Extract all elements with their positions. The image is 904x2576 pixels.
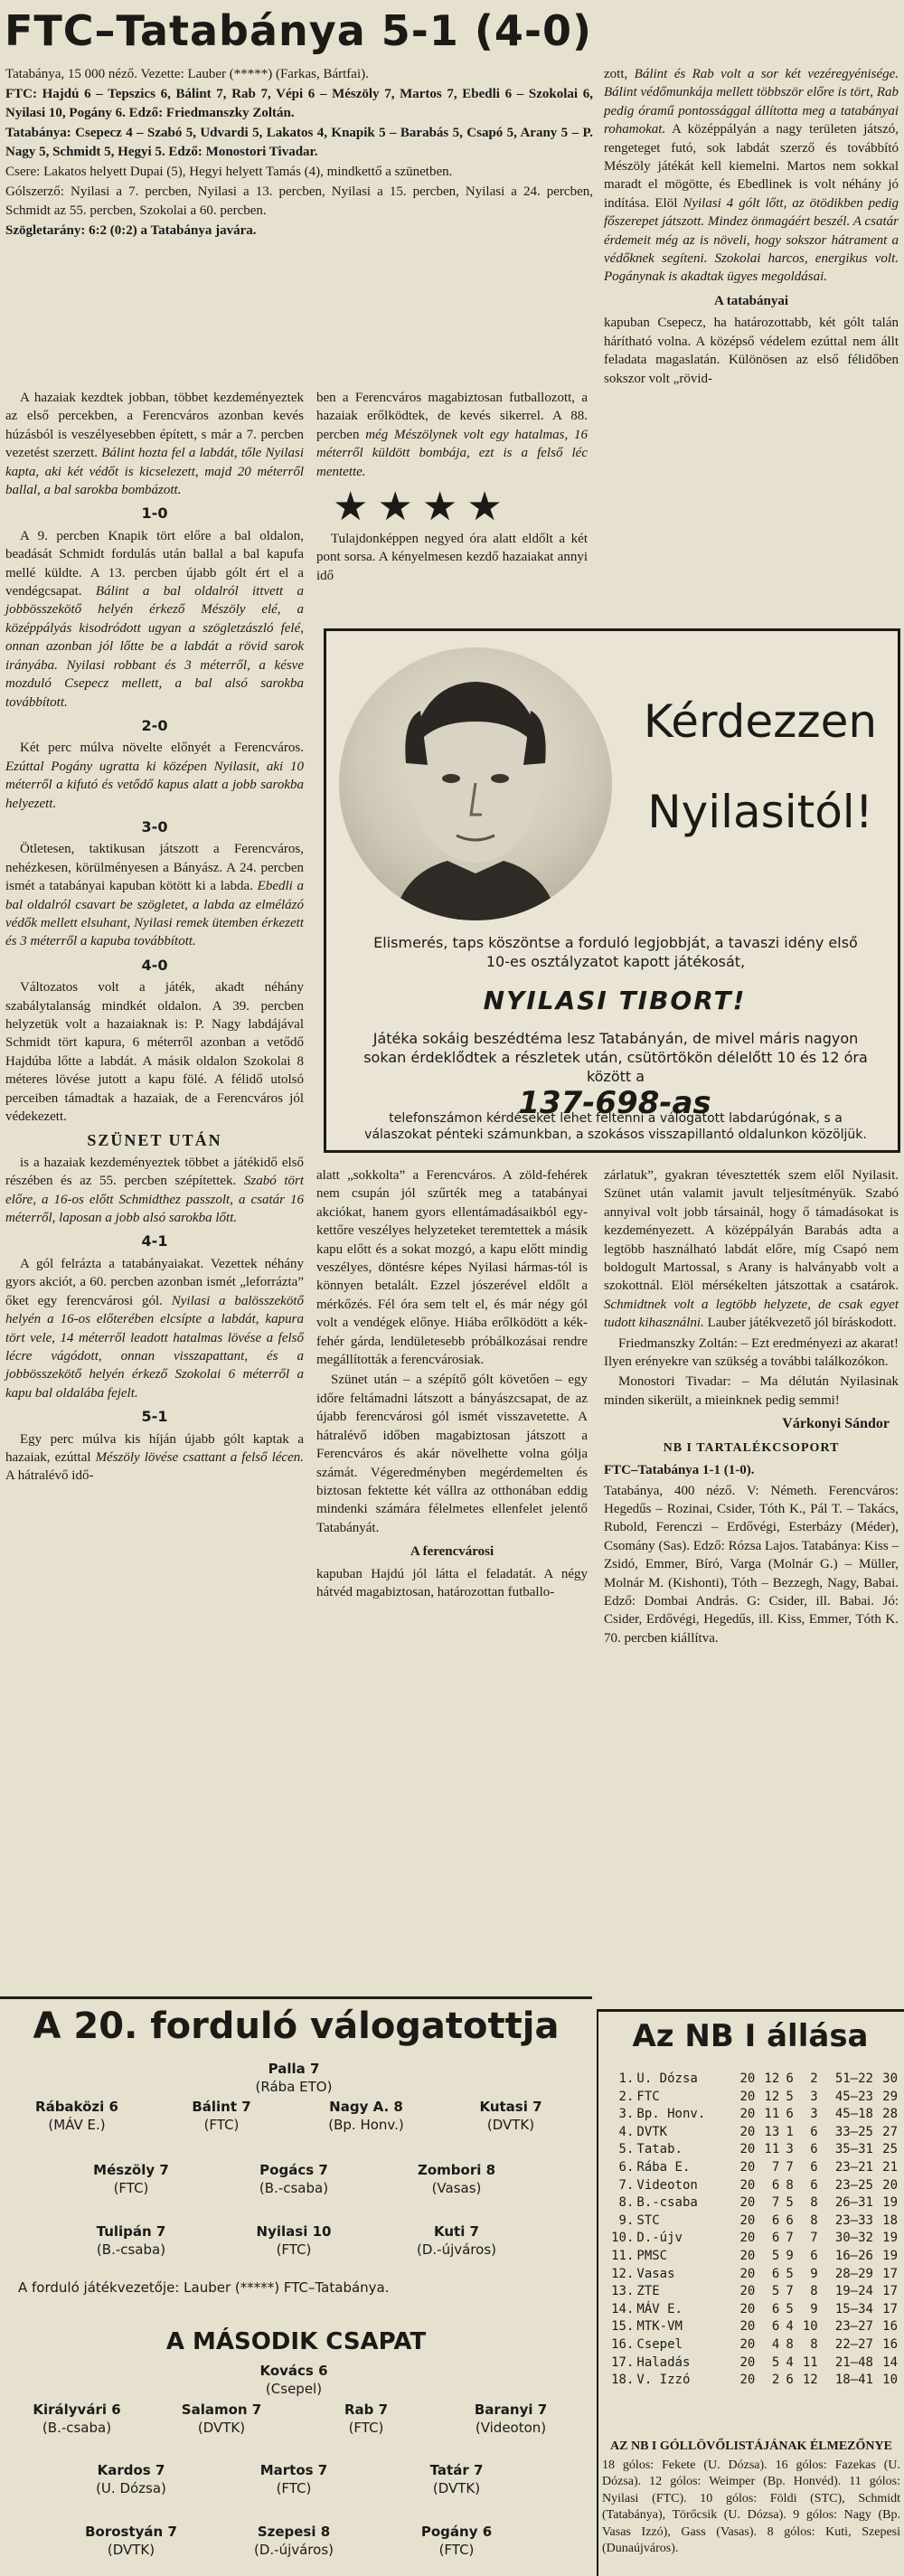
team-name: Rába E.: [636, 2159, 691, 2175]
standings-cell: 1: [786, 2124, 794, 2139]
standings-cell: 28: [882, 2107, 898, 2122]
tatabanya-subhead: A tatabányai: [713, 293, 789, 308]
report-paragraph: A hazaiak kezdtek jobban, többet kezdeményeztek az első percekben, a Ferencváros azonban kevés húzásból is veszélyesebben épített, s már a 7. percben vezetést szerzett. Bálint hozta fel a labdát, tőle Nyilasi kapta, aki két védőt is kicselezett, majd 20 méterről ballal, a bal sarokba bombázott.: [5, 391, 305, 498]
standings-cell: 16.: [611, 2336, 635, 2352]
lineup-ftc: FTC: Hajdú 6 – Tepszics 6, Bálint 7, Rab 7, Vépi 6 – Mészöly 7, Martos 7, Ebedli 6 – Szokolai 6, Nyilasi 10, Pogány 6. Edző: Friedmanszky Zoltán.: [5, 87, 593, 120]
standings-cell: 4.: [618, 2124, 635, 2139]
standings-row: [602, 2213, 900, 2231]
standings-cell: 20: [739, 2284, 756, 2299]
player-goalkeeper: Palla 7 (Rába ETO): [255, 2061, 333, 2095]
standings-cell: 6: [810, 2177, 818, 2193]
standings-cell: 3: [810, 2107, 818, 2122]
running-score: 4-0: [141, 956, 168, 974]
team-name: MÁV E.: [636, 2301, 683, 2317]
standings-row: [602, 2177, 900, 2195]
standings-cell: 20: [739, 2248, 756, 2263]
reserve-league-title: NB I TARTALÉKCSOPORT: [663, 1440, 840, 1455]
player-defender: Baranyi 7 (Videoton): [474, 2401, 548, 2436]
player-midfielder: Pogács 7 (B.-csaba): [259, 2162, 329, 2196]
nyilasi-portrait: [339, 647, 612, 920]
standings-cell: 23–27: [834, 2319, 873, 2335]
standings-cell: 22–27: [834, 2336, 873, 2352]
standings-cell: 29: [882, 2089, 898, 2104]
standings-cell: 35–31: [834, 2142, 873, 2157]
report-paragraph: Tulajdonképpen negyed óra alatt eldőlt a két pont sorsa. A kényelmesen kezdő hazaiakat annyi idő: [316, 532, 588, 583]
standings-cell: 17: [882, 2284, 898, 2299]
standings-cell: 28–29: [834, 2266, 873, 2281]
nyilasi-call-in-box: [324, 628, 900, 1153]
standings-cell: 7.: [618, 2177, 635, 2193]
player-midfielder: Martos 7 (FTC): [259, 2462, 328, 2496]
standings-row: [602, 2372, 900, 2390]
standings-cell: 20: [739, 2354, 756, 2370]
standings-cell: 4: [786, 2319, 794, 2335]
player-forward: Kuti 7 (D.-újváros): [416, 2223, 496, 2258]
player-forward: Borostyán 7 (DVTK): [85, 2524, 177, 2558]
goal-scorers: Gólszerző: Nyilasi a 7. percben, Nyilasi a 13. percben, Nyilasi a 15. percben, Nyilasi a 24. percben, Schmidt az 55. percben, Szokolai a 60. percben.: [5, 184, 593, 218]
standings-cell: 6: [771, 2177, 780, 2193]
standings-cell: 6: [786, 2373, 794, 2388]
standings-row: [602, 2124, 900, 2142]
standings-cell: 45–18: [834, 2107, 873, 2122]
standings-row: [602, 2354, 900, 2373]
ad-text-2: Játéka sokáig beszédtéma lesz Tatabányán, de mivel máris nagyon sokan érdeklődtek a részletek után, csütörtökön délelőtt 10 és 12 óra között a: [363, 1030, 868, 1085]
report-paragraph: kapuban Hajdú jól látta el feladatát. A négy hátvéd magabiztosan, határozottan futballo-: [316, 1566, 588, 1599]
standings-cell: 12: [764, 2089, 780, 2104]
standings-cell: 2.: [618, 2089, 635, 2104]
standings-cell: 6.: [618, 2159, 635, 2175]
standings-cell: 4: [786, 2354, 794, 2370]
standings-cell: 5: [786, 2266, 794, 2281]
reserve-score: FTC–Tatabánya 1-1 (1-0).: [604, 1463, 755, 1478]
standings-cell: 20: [739, 2159, 756, 2175]
standings-cell: 6: [786, 2107, 794, 2122]
standings-cell: 6: [771, 2319, 780, 2335]
player-midfielder: Zombori 8 (Vasas): [417, 2162, 496, 2196]
standings-cell: 10: [802, 2319, 818, 2335]
player-goalkeeper: Kovács 6 (Csepel): [259, 2363, 328, 2397]
player-forward: Pogány 6 (FTC): [420, 2524, 493, 2558]
player-forward: Tulipán 7 (B.-csaba): [96, 2223, 166, 2258]
team-name: Vasas: [636, 2266, 675, 2281]
standings-cell: 26–31: [834, 2195, 873, 2211]
standings-cell: 20: [739, 2124, 756, 2139]
standings-cell: 10: [882, 2373, 898, 2388]
standings-cell: 12.: [611, 2266, 635, 2281]
team-of-round-title: A 20. forduló válogatottja: [33, 2005, 560, 2047]
standings-cell: 20: [882, 2177, 898, 2193]
standings-cell: 45–23: [834, 2089, 873, 2104]
standings-cell: 18: [882, 2213, 898, 2228]
standings-cell: 2: [771, 2373, 780, 2388]
standings-cell: 17: [882, 2266, 898, 2281]
standings-cell: 20: [739, 2195, 756, 2211]
team-name: B.-csaba: [636, 2195, 698, 2211]
standings-cell: 16: [882, 2319, 898, 2335]
team-name: Tatab.: [636, 2142, 683, 2157]
standings-title: Az NB I állása: [632, 2018, 869, 2054]
report-column-2: [316, 389, 588, 587]
standings-cell: 21: [882, 2159, 898, 2175]
standings-cell: 6: [771, 2213, 780, 2228]
reserve-report: Tatabánya, 400 néző. V: Németh. Ferencváros: Hegedűs – Rozinai, Csider, Tóth K., Pál T. – Takács, Rubold, Ferenczi – Erdővégi, Esterbázy (Méder), Csomány (Sas). Edző: Rózsa Lajos. Tatabánya: Kiss – Zsidó, Emmer, Bíró, Varga (Molnár G.) – Müller, Molnár M. (Kishonti), Tóth – Bezzegh, Nagy, Babai. Edző: Dombai András. G: Csider, ill. Babai. Jó: Csider, Erdővégi, Hegedűs, ill. Kiss, Emmer, Tóth K. 70. percben kiállítva.: [604, 1483, 899, 1646]
standings-cell: 30: [882, 2071, 898, 2086]
standings-cell: 19–24: [834, 2284, 873, 2299]
player-midfielder: Mészöly 7 (FTC): [93, 2162, 169, 2196]
corner-ratio: Szögletarány: 6:2 (0:2) a Tatabánya javára.: [5, 223, 257, 239]
player-defender: Kutasi 7 (DVTK): [479, 2099, 542, 2133]
standings-cell: 21–48: [834, 2354, 873, 2370]
standings-cell: 5: [786, 2195, 794, 2211]
team-name: FTC: [636, 2089, 660, 2104]
standings-cell: 27: [882, 2124, 898, 2139]
team-name: Bp. Honv.: [636, 2107, 706, 2122]
standings-table: [602, 2071, 900, 2390]
running-score: 1-0: [141, 505, 168, 523]
standings-cell: 6: [810, 2159, 818, 2175]
standings-row: [602, 2159, 900, 2177]
standings-cell: 23–21: [834, 2159, 873, 2175]
standings-cell: 15–34: [834, 2301, 873, 2317]
substitutions: Csere: Lakatos helyett Dupai (5), Hegyi helyett Tamás (4), mindkettő a szünetben.: [5, 165, 453, 180]
standings-cell: 19: [882, 2248, 898, 2263]
standings-row: [602, 2230, 900, 2248]
standings-cell: 9.: [618, 2213, 635, 2228]
standings-cell: 14.: [611, 2301, 635, 2317]
running-score: 5-1: [141, 1408, 168, 1426]
rating-stars: ★★★★: [333, 485, 512, 530]
standings-cell: 20: [739, 2213, 756, 2228]
headline: FTC–Tatabánya 5-1 (4-0): [4, 6, 593, 55]
standings-cell: 9: [786, 2248, 794, 2263]
standings-cell: 3: [786, 2142, 794, 2157]
standings-cell: 10.: [611, 2231, 635, 2246]
standings-cell: 6: [771, 2266, 780, 2281]
report-column-1: [5, 389, 304, 1487]
report-paragraph: A gól felrázta a tatabányaiakat. Vezettek néhány gyors akciót, a 60. percben azonban ismét „leforrázta” őket egy ferencvárosi gól. Nyilasi a balösszekötő helyén a 16-os előterében elcsípte a labdát, kapura tört vele, 14 méterről leadott hatalmas lövése a felső lécre vágódott, onnan visszapattant, és a jobbösszekötő helyén érkező Szokolai 6 méterről a kapu bal oldalába fejelt.: [5, 1256, 304, 1401]
player-defender: Nagy A. 8 (Bp. Honv.): [328, 2099, 404, 2133]
standings-row: [602, 2089, 900, 2107]
referee-of-round: A forduló játékvezetője: Lauber (*****) FTC–Tatabánya.: [18, 2279, 390, 2296]
standings-cell: 19: [882, 2231, 898, 2246]
report-paragraph: is a hazaiak kezdeményeztek többet a játékidő első részében és az 55. percben szépítettek. Szabó tört előre, a 16-os előtt Schmidthez passzolt, a csatár 16 méterről, laposan a jobb alsó sarokba lőtt.: [5, 1155, 305, 1226]
report-paragraph: alatt „sokkolta” a Ferencváros. A zöld-fehérek nem csupán jól szűrték meg a tatabányai akciókat, hanem gyors ellentámadásaikból egy-kettőre veszélyes helyzeteket teremtettek a másik kapu előtt és a sokat mozgó, a kapu előtt mindig veszélyes, döntésre képes Nyilasi hármas-tól is könnyen betalált. Ezzel jószerével eldőlt a mérkőzés. Fél óra sem telt el, és már négy gól volt a vendégek előnye. Hiába erőlködött a kék-fehér gárda, lendületesebb próbálkozásai rendre megállították a ferencvárosiak.: [316, 1168, 588, 1368]
standings-cell: 33–25: [834, 2124, 873, 2139]
standings-cell: 18.: [611, 2373, 635, 2388]
quote-coach-tatabanya: Monostori Tivadar: – Ma délután Nyilasinak minden sikerült, a mieinknek pedig semmi!: [604, 1374, 899, 1408]
standings-cell: 8: [786, 2177, 794, 2193]
standings-cell: 11.: [611, 2248, 635, 2263]
standings-row: [602, 2336, 900, 2354]
team-name: Videoton: [636, 2177, 698, 2193]
report-paragraph: Változatos volt a játék, akadt néhány szabálytalanság mindkét oldalon. A 39. percben helyzetük volt a hazaiaknak is: P. Nagy labdájával Schmidt tört kapura, 6 méterről azonban a vetődő Hajdúba lőtte a labdát. A másik oldalon Szokolai 8 méteres lövése jutott a kapu fölé. A félidő utolsó perceiben támadtak a hazaiak, de a Ferencváros jól védekezett.: [5, 980, 304, 1125]
standings-cell: 9: [810, 2301, 818, 2317]
standings-cell: 6: [786, 2213, 794, 2228]
standings-cell: 11: [764, 2142, 780, 2157]
report-paragraph: Egy perc múlva kis híján újabb gólt kaptak a hazaiak, ezúttal Mészöly lövése csattant a felső lécen. A hátralévő idő-: [5, 1431, 304, 1484]
standings-row: [602, 2194, 900, 2213]
standings-cell: 13.: [611, 2284, 635, 2299]
ad-text-1: Elismerés, taps köszöntse a forduló legjobbját, a tavaszi idény első 10-es osztályzatot kapott játékosát,: [373, 934, 858, 970]
running-score: 4-1: [141, 1232, 168, 1250]
ad-title-line1: Kérdezzen: [643, 695, 878, 748]
standings-cell: 20: [739, 2231, 756, 2246]
standings-cell: 8: [810, 2284, 818, 2299]
standings-cell: 6: [810, 2124, 818, 2139]
standings-cell: 20: [739, 2071, 756, 2086]
ad-text-3: telefonszámon kérdéseket lehet feltenni a válogatott labdarúgónak, s a válaszokat pénteki számunkban, a szokásos visszapillantó oldalunkon közöljük.: [364, 1111, 867, 1142]
report-paragraph: Szünet után – a szépítő gólt követően – egy időre feltámadni látszott a bányászcsapat, de az újabb ferencvárosi gól ismét visszavetette. A hátralévő időben magabiztosan játszott a Ferencváros és akár növelhette volna gólja számát. Végeredményben megérdemelten és biztosan fektette két vállra az otthonában eddig mindenki számára félelmetes ellenfelet jelentő Tatabányát.: [316, 1373, 588, 1535]
report-paragraph: Ötletesen, taktikusan játszott a Ferencváros, nehézkesen, körülményesen a Bányász. A 24. percben ismét a tatabányai kapuban kötött ki a labda. Ebedli a bal oldalról csavart be szögletet, a labda az elmélázó védők mellett elsuhant, Nyilasi remek ütemben érkezett és 3 méterről a kapuba továbbított.: [5, 842, 304, 949]
report-paragraph: Két perc múlva növelte előnyét a Ferencváros. Ezúttal Pogány ugratta ki középen Nyilasit, aki 10 méterről a kifutó és vetődő kapus alatt a jobb sarokba helyezett.: [5, 741, 304, 811]
top-scorers-list: 18 gólos: Fekete (U. Dózsa). 16 gólos: Fazekas (U. Dózsa). 12 gólos: Weimper (Bp. Honvéd). 11 gólos: Nyilasi (FTC). 10 gólos: Földi (STC), Schmidt (Tatabánya), Törőcsik (U. Dózsa). 9 gólos: Nagy (Bp. Vasas Izzó), Gass (Vasas). 8 gólos: Kuti, Szepesi (Dunaújváros).: [602, 2458, 900, 2555]
standings-cell: 6: [771, 2301, 780, 2317]
standings-cell: 5: [771, 2284, 780, 2299]
standings-row: [602, 2301, 900, 2319]
standings-cell: 18–41: [834, 2373, 873, 2388]
ad-phone-number: 137-698-as: [518, 1085, 711, 1121]
running-score: 3-0: [141, 817, 168, 835]
team-name: U. Dózsa: [636, 2071, 698, 2086]
team-name: ZTE: [636, 2284, 660, 2299]
standings-cell: 23–33: [834, 2213, 873, 2228]
standings-row: [602, 2071, 900, 2089]
standings-cell: 7: [786, 2231, 794, 2246]
standings-cell: 7: [786, 2159, 794, 2175]
quote-coach-ftc: Friedmanszky Zoltán: – Ezt eredményezi az akarat! Ilyen erényekre van szükség a további találkozókon.: [604, 1335, 899, 1370]
standings-cell: 6: [810, 2142, 818, 2157]
standings-cell: 19: [882, 2195, 898, 2211]
standings-cell: 20: [739, 2319, 756, 2335]
report-column-3: [604, 65, 899, 390]
standings-cell: 8: [810, 2213, 818, 2228]
ferencvaros-subhead: A ferencvárosi: [410, 1544, 494, 1560]
standings-cell: 20: [739, 2301, 756, 2317]
standings-cell: 20: [739, 2336, 756, 2352]
match-report-header: [5, 65, 593, 242]
player-defender: Királyvári 6 (B.-csaba): [33, 2401, 121, 2436]
standings-cell: 6: [810, 2248, 818, 2263]
standings-cell: 6: [786, 2071, 794, 2086]
standings-cell: 20: [739, 2089, 756, 2104]
top-scorers-title: AZ NB I GÓLLÖVŐLISTÁJÁNAK ÉLMEZŐNYE: [610, 2439, 892, 2453]
standings-cell: 25: [882, 2142, 898, 2157]
standings-row: [602, 2266, 900, 2284]
standings-cell: 14: [882, 2354, 898, 2370]
standings-cell: 7: [810, 2231, 818, 2246]
standings-row: [602, 2283, 900, 2301]
standings-cell: 4: [771, 2336, 780, 2352]
section-divider: [597, 2009, 904, 2012]
standings-cell: 3.: [618, 2107, 635, 2122]
standings-cell: 8: [786, 2336, 794, 2352]
standings-cell: 13: [764, 2124, 780, 2139]
match-info: Tatabánya, 15 000 néző. Vezette: Lauber (*****) (Farkas, Bártfai).: [5, 67, 369, 81]
lineup-tatabanya: Tatabánya: Csepecz 4 – Szabó 5, Udvardi 5, Lakatos 4, Knapik 5 – Barabás 5, Csapó 5, Arany 5 – P. Nagy 5, Schmidt 5, Hegyi 5. Edző: Monostori Tivadar.: [5, 126, 593, 159]
standings-cell: 2: [810, 2071, 818, 2086]
standings-cell: 20: [739, 2107, 756, 2122]
standings-cell: 5: [786, 2089, 794, 2104]
player-forward: Nyilasi 10 (FTC): [256, 2223, 332, 2258]
standings-row: [602, 2318, 900, 2336]
running-score: 2-0: [141, 716, 168, 734]
standings-cell: 12: [764, 2071, 780, 2086]
report-column-5: [604, 1166, 899, 1649]
team-name: DVTK: [636, 2124, 668, 2139]
standings-cell: 7: [771, 2195, 780, 2211]
standings-cell: 11: [764, 2107, 780, 2122]
standings-cell: 5: [771, 2354, 780, 2370]
standings-cell: 17.: [611, 2354, 635, 2370]
standings-cell: 12: [802, 2373, 818, 2388]
standings-cell: 16: [882, 2336, 898, 2352]
standings-cell: 6: [771, 2231, 780, 2246]
team-name: MTK-VM: [636, 2319, 683, 2335]
ad-player-name: NYILASI TIBORT!: [483, 986, 747, 1015]
standings-cell: 20: [739, 2142, 756, 2157]
ad-title-line2: Nyilasitól!: [647, 786, 873, 838]
standings-cell: 8: [810, 2336, 818, 2352]
standings-cell: 20: [739, 2266, 756, 2281]
standings-cell: 51–22: [834, 2071, 873, 2086]
standings-cell: 5: [786, 2301, 794, 2317]
standings-cell: 20: [739, 2373, 756, 2388]
standings-cell: 20: [739, 2177, 756, 2193]
standings-cell: 7: [786, 2284, 794, 2299]
standings-cell: 8: [810, 2195, 818, 2211]
author-byline: Várkonyi Sándor: [782, 1416, 890, 1432]
player-defender: Rábaközi 6 (MÁV E.): [35, 2099, 118, 2133]
team-name: PMSC: [636, 2248, 668, 2263]
standings-cell: 17: [882, 2301, 898, 2317]
team-name: V. Izzó: [636, 2373, 691, 2388]
standings-cell: 5.: [618, 2142, 635, 2157]
team-name: Haladás: [636, 2354, 691, 2370]
halftime-subhead: SZÜNET UTÁN: [87, 1131, 222, 1150]
player-defender: Salamon 7 (DVTK): [181, 2401, 262, 2436]
player-midfielder: Tatár 7 (DVTK): [429, 2462, 484, 2496]
standings-row: [602, 2106, 900, 2124]
report-paragraph: zárlatuk”, gyakran tévesztették szem elől Nyilasit. Szünet után valamit javult teljesítményük. Szabó annyival volt jobb társainál, hogy ő támadásokat is kezdeményezett. A középpályán Barabás adta a legtöbb használható labdát előre, míg Csapó nem boldogult Martossal, s Arany is halványabb volt a szokottnál. Elöl mérsékelten játszottak a csatárok. Schmidtnek volt a legtöbb helyzete, de csak egyet tudott kihasználni. Lauber játékvezető jól bíráskodott.: [604, 1168, 899, 1331]
standings-row: [602, 2141, 900, 2159]
second-team-title: A MÁSODIK CSAPAT: [165, 2328, 427, 2355]
standings-cell: 15.: [611, 2319, 635, 2335]
report-paragraph: ben a Ferencváros magabiztosan futballozott, a hazaiak erőlködtek, de kevés sikerrel. A 88. percben még Mészölynek volt egy hatalmas, 16 méterről küldött bombája, ezt is a felső léc mentette.: [316, 391, 588, 479]
report-column-4: [316, 1166, 588, 1603]
team-name: D.-újv: [636, 2231, 683, 2246]
team-name: STC: [636, 2213, 660, 2228]
report-paragraph: zott, Bálint és Rab volt a sor két vezéregyénisége. Bálint védőmunkája mellett többször előre is tört, Rab pedig óramű pontossággal állította meg a tatabányai rohamokat. A középpályán a nagy területen játszó, rengeteget futó, sok labdát szerző és továbbító Mészöly játékát kell kiemelni. Martos nem sokkal maradt el mögötte, és Ebedlinek is volt néhány jó indítása. Elöl Nyilasi 4 gólt lőtt, az ötödikben pedig főszerepet játszott. Mindez önmagáért beszél. A csatár érdemeit még az is növeli, hogy sokszor hátrament a védőknek segíteni. Szokolai harcos, energikus volt. Pogánynak is akadtak ügyes megoldásai.: [604, 67, 899, 285]
report-paragraph: A 9. percben Knapik tört előre a bal oldalon, beadását Schmidt fordulás után ballal a bal kapufa mellé küldte. A 13. percben újabb gólt ért el a vendégcsapat. Bálint a bal oldalról ittvett a jobbösszekötő helyén érkező Mészöly elé, a középpályás kisodródott ugyan a szögletzászló felé, onnan azonban jól lőtte be a labdát a rövid sarok irányába. Nyilasi robbant és 3 méterről, a késve mozduló Csepecz mellett, a bal alsó sarokba továbbított.: [5, 528, 305, 710]
standings-cell: 8.: [618, 2195, 635, 2211]
player-defender: Rab 7 (FTC): [344, 2401, 389, 2436]
player-defender: Bálint 7 (FTC): [192, 2099, 251, 2133]
standings-cell: 30–32: [834, 2231, 873, 2246]
standings-cell: 3: [810, 2089, 818, 2104]
player-forward: Szepesi 8 (D.-újváros): [253, 2524, 334, 2558]
standings-row: [602, 2248, 900, 2266]
team-name: Csepel: [636, 2336, 683, 2352]
standings-cell: 7: [771, 2159, 780, 2175]
section-divider: [0, 1996, 592, 1999]
player-midfielder: Kardos 7 (U. Dózsa): [96, 2462, 166, 2496]
standings-cell: 5: [771, 2248, 780, 2263]
standings-cell: 11: [802, 2354, 818, 2370]
report-paragraph: kapuban Csepecz, ha határozottabb, két gólt talán hárítható volna. A középső védelem ezúttal nem állt feladata magaslatán. Különösen az első félidőben sokszor volt „rövid-: [604, 316, 899, 386]
standings-cell: 16–26: [834, 2248, 873, 2263]
top-scorers: [602, 2439, 900, 2558]
column-divider: [597, 2009, 598, 2576]
standings-cell: 9: [810, 2266, 818, 2281]
standings-cell: 23–25: [834, 2177, 873, 2193]
standings-cell: 1.: [618, 2071, 635, 2086]
